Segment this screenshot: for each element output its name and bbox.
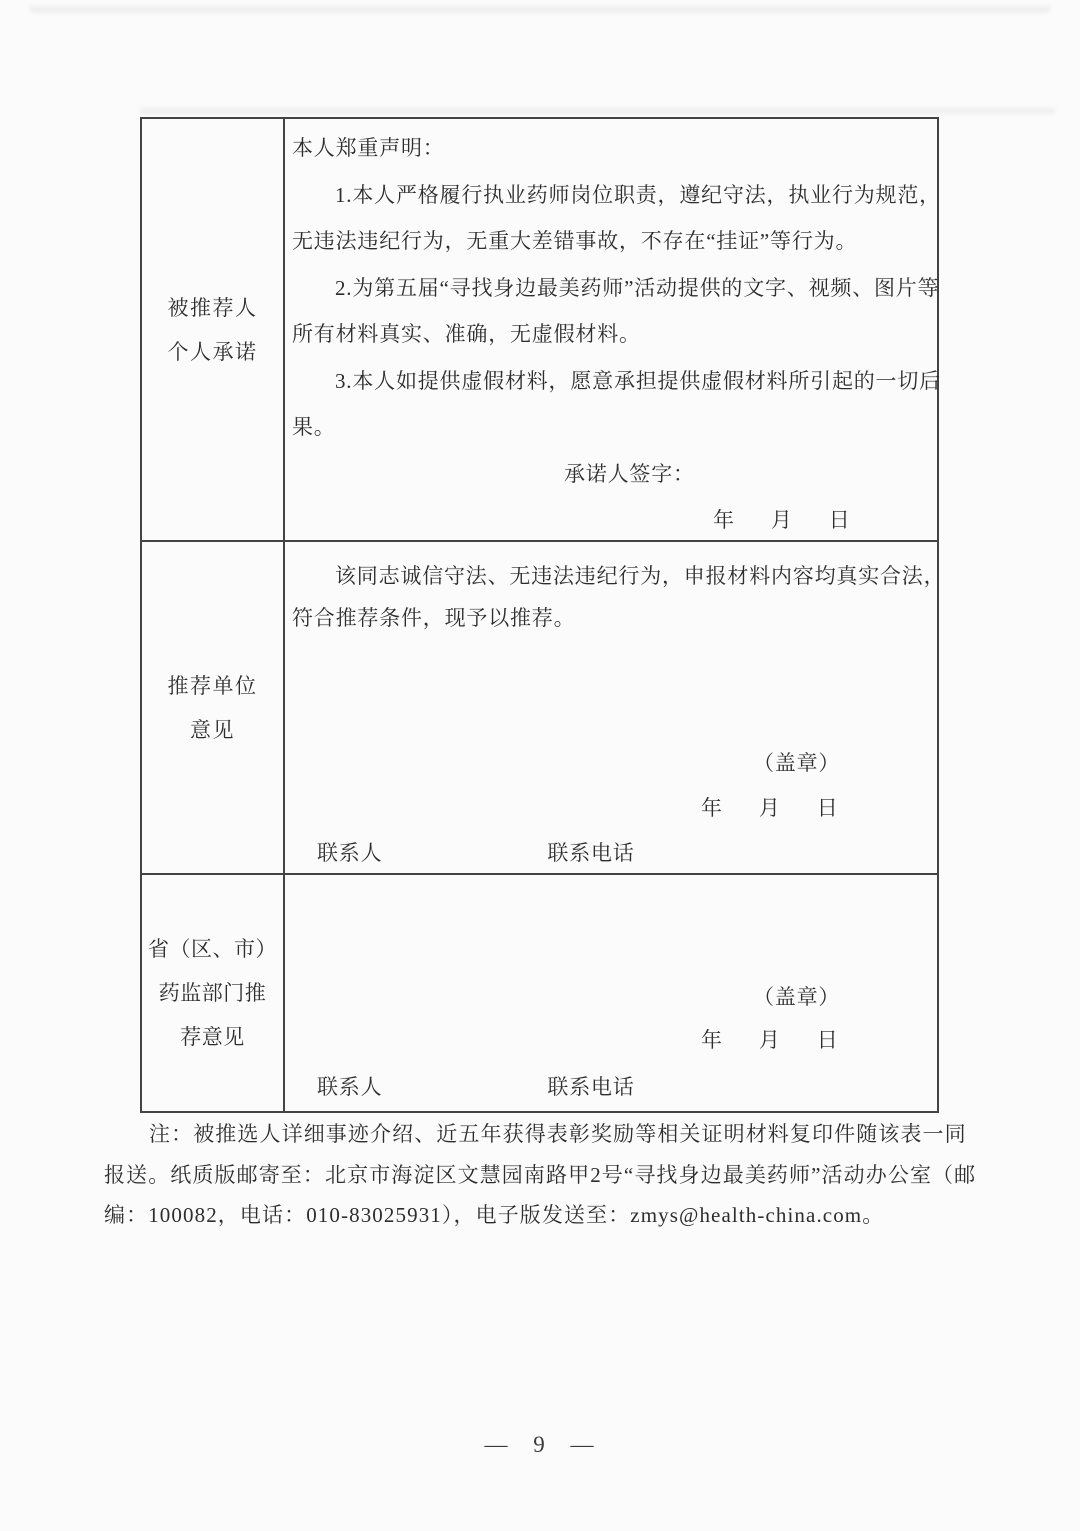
row-label-line: 被推荐人 xyxy=(167,295,258,320)
row-label-line: 药监部门推 xyxy=(158,981,267,1005)
recommending-unit-content xyxy=(285,542,946,873)
contact-phone-label: 联系电话 xyxy=(547,841,635,865)
personal-commitment-content xyxy=(285,119,949,540)
page-number: — 9 — xyxy=(484,1432,596,1457)
declaration-item-1: 1.本人严格履行执业药师岗位职责，遵纪守法，执业行为规范， xyxy=(335,182,941,207)
row-label-personal-commitment xyxy=(142,119,285,540)
signature-label: 承诺人签字： xyxy=(564,461,695,486)
stamp-placeholder: （盖章） xyxy=(753,985,841,1009)
declaration-item-3: 3.本人如提供虚假材料，愿意承担提供虚假材料所引起的一切后 xyxy=(335,368,941,393)
declaration-item-2: 2.为第五届“寻找身边最美药师”活动提供的文字、视频、图片等 xyxy=(335,275,940,300)
contact-line xyxy=(317,1064,635,1110)
stamp-placeholder: （盖章） xyxy=(753,751,841,775)
contact-person-label: 联系人 xyxy=(317,841,383,865)
row-label-line: 荐意见 xyxy=(180,1025,245,1049)
row-label-line: 意见 xyxy=(190,717,235,742)
provincial-authority-content xyxy=(285,875,937,1111)
date-blank-line: 年 月 日 xyxy=(701,796,839,820)
opinion-text-line: 符合推荐条件，现予以推荐。 xyxy=(292,606,576,630)
row-label-line: 推荐单位 xyxy=(167,673,258,698)
declaration-item-3-cont: 果。 xyxy=(292,415,336,439)
contact-line xyxy=(317,830,635,876)
row-label-line: 个人承诺 xyxy=(167,339,258,364)
note-line: 编：100082，电话：010-83025931），电子版发送至：zmys@health-china.com。 xyxy=(104,1203,885,1227)
row-provincial-authority-opinion xyxy=(142,873,937,1111)
row-recommending-unit-opinion xyxy=(142,540,946,873)
row-label-provincial-authority xyxy=(142,875,285,1111)
recommendation-form-table xyxy=(140,117,946,1113)
scan-artifact xyxy=(30,6,1050,13)
opinion-text-line: 该同志诚信守法、无违法违纪行为，申报材料内容均真实合法， xyxy=(335,564,946,588)
row-label-recommending-unit xyxy=(142,542,285,873)
declaration-item-1-cont: 无违法违纪行为，无重大差错事故，不存在“挂证”等行为。 xyxy=(292,229,858,253)
scan-artifact xyxy=(140,108,1055,114)
date-blank-line: 年 月 日 xyxy=(713,508,851,532)
declaration-heading: 本人郑重声明： xyxy=(292,136,445,160)
note-line: 注：被推选人详细事迹介绍、近五年获得表彰奖励等相关证明材料复印件随该表一同 xyxy=(149,1122,967,1146)
note-line: 报送。纸质版邮寄至：北京市海淀区文慧园南路甲2号“寻找身边最美药师”活动办公室（邮 xyxy=(104,1162,977,1187)
contact-person-label: 联系人 xyxy=(317,1075,383,1099)
date-blank-line: 年 月 日 xyxy=(701,1028,839,1052)
row-label-line: 省（区、市） xyxy=(148,937,277,961)
contact-phone-label: 联系电话 xyxy=(547,1075,635,1099)
row-personal-commitment xyxy=(142,119,941,540)
submission-note xyxy=(104,1114,989,1236)
declaration-item-2-cont: 所有材料真实、准确，无虚假材料。 xyxy=(292,322,641,346)
